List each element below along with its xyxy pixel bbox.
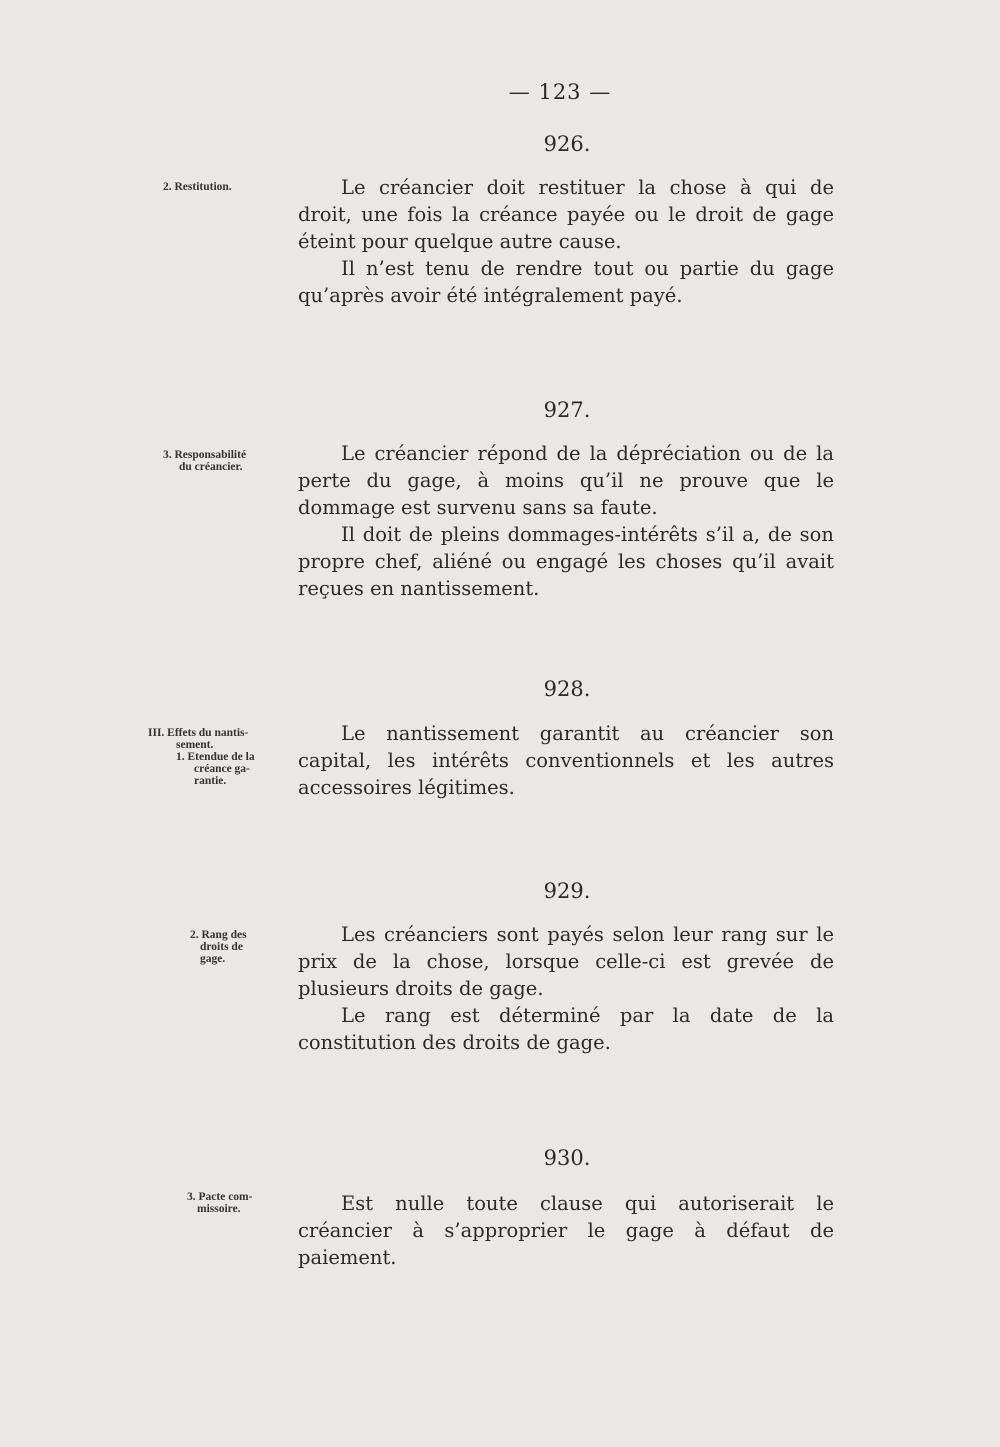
- article-926-margin-note: [163, 181, 232, 193]
- article-paragraph: Le créancier doit restituer la chose à qui de droit, une fois la créance payée ou le droit de gage éteint pour quelque autre cause.: [298, 176, 834, 253]
- article-927-number: 927.: [543, 398, 591, 422]
- margin-note-line: rantie.: [194, 775, 227, 787]
- article-928-margin-note: [148, 727, 255, 787]
- margin-note-line: missoire.: [197, 1203, 241, 1215]
- margin-note-line: droits de: [200, 941, 243, 953]
- margin-note-line: III. Effets du nantis-: [148, 727, 249, 739]
- article-927-text: [298, 440, 834, 602]
- article-paragraph: Il doit de pleins dommages-intérêts s’il a, de son propre chef, aliéné ou engagé les choses qu’il avait reçues en nantissement.: [298, 523, 834, 600]
- article-926-text: [298, 174, 834, 309]
- article-929-margin-note: [190, 929, 247, 965]
- margin-note-line: 1. Etendue de la: [176, 751, 255, 763]
- article-paragraph: Il n’est tenu de rendre tout ou partie du gage qu’après avoir été intégralement payé.: [298, 257, 834, 307]
- article-paragraph: Est nulle toute clause qui autoriserait le créancier à s’approprier le gage à défaut de paiement.: [298, 1192, 834, 1269]
- article-930-text: [298, 1190, 834, 1271]
- article-929-number: 929.: [543, 879, 591, 903]
- page-number: — 123 —: [508, 80, 612, 104]
- margin-note-line: 3. Pacte com-: [187, 1191, 253, 1203]
- article-930-number: 930.: [543, 1146, 591, 1170]
- margin-note-line: sement.: [176, 739, 214, 751]
- margin-note-line: 3. Responsabilité: [163, 449, 247, 461]
- article-paragraph: Le rang est déterminé par la date de la constitution des droits de gage.: [298, 1004, 834, 1054]
- margin-note-line: gage.: [200, 953, 226, 965]
- article-929-text: [298, 921, 834, 1056]
- article-930-margin-note: [187, 1191, 252, 1215]
- article-928-number: 928.: [543, 677, 591, 701]
- margin-note-line: du créancier.: [179, 461, 243, 473]
- article-926-number: 926.: [543, 132, 591, 156]
- margin-note-line: créance ga-: [194, 763, 250, 775]
- article-paragraph: Le nantissement garantit au créancier son capital, les intérêts conventionnels et les autres accessoires légitimes.: [298, 722, 834, 799]
- article-paragraph: Le créancier répond de la dépréciation ou de la perte du gage, à moins qu’il ne prouve que le dommage est survenu sans sa faute.: [298, 442, 834, 519]
- article-928-text: [298, 720, 834, 801]
- margin-note-line: 2. Rang des: [190, 929, 247, 941]
- article-paragraph: Les créanciers sont payés selon leur rang sur le prix de la chose, lorsque celle-ci est grevée de plusieurs droits de gage.: [298, 923, 834, 1000]
- margin-note-line: 2. Restitution.: [163, 181, 232, 193]
- article-927-margin-note: [163, 449, 246, 473]
